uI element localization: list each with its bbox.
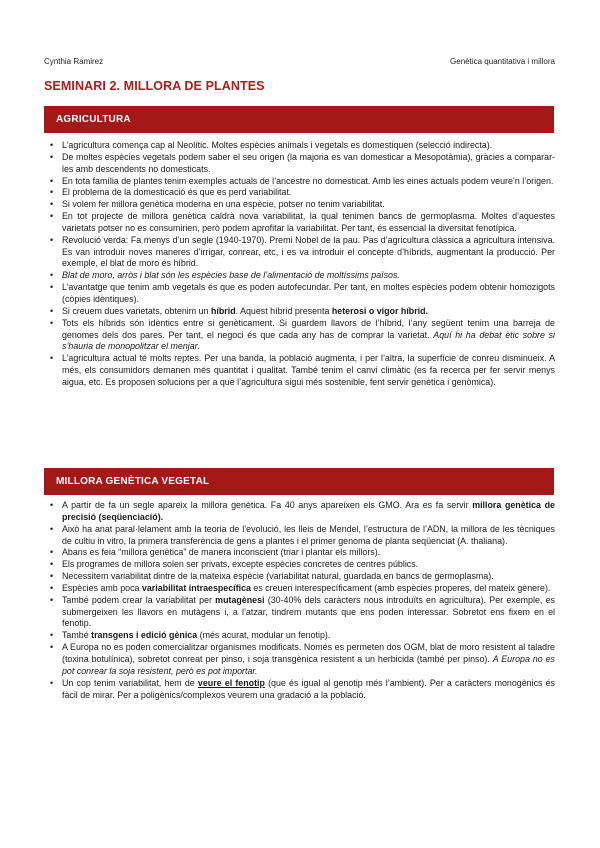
list-item <box>62 176 555 188</box>
list-item <box>62 187 555 199</box>
text-run: L’agricultura comença cap al Neolític. Moltes espècies animals i vegetals es domestiquen (selecció indirecta). <box>62 140 493 150</box>
text-run: Aquí hi ha debat ètic sobre si s’hauria de monopolitzar el menjar. <box>62 329 555 352</box>
text-run: Necessitem variabilitat dintre de la mateixa espècie (variabilitat natural, guardada en bancs de germoplasma). <box>62 571 494 582</box>
list-item <box>62 583 555 595</box>
document-title: SEMINARI 2. MILLORA DE PLANTES <box>44 79 265 93</box>
text-run: (30-40% dels caràcters nous introduïts en agricultura). Per exemple, es submergeixen les llavors en mutàgens i, a l’atzar, tindrem mutants que ens poden interessar. Sobretot ens fixem en el fenotip. <box>62 594 555 629</box>
text-run: L’avantatge que tenim amb vegetals és que es poden autofecundar. Per tant, en moltes espècies podem obtenir homozigots (còpies idèntiques). <box>62 282 555 304</box>
list-item <box>62 547 555 559</box>
list-item <box>62 559 555 571</box>
text-run: transgens i edició gènica <box>91 630 198 641</box>
text-run: Tots els híbrids són idèntics entre si genèticament. Si guardem llavors de l’híbrid, l’any següent tenim una barreja de genomes dels dos pares. Per tant, el negoci és que cada any has de comprar la varietat. <box>62 317 555 340</box>
text-run: híbrid <box>210 305 236 316</box>
list-item <box>62 630 555 642</box>
list-item <box>62 500 555 524</box>
text-run: (que és igual al genotip més l’ambient). Per a caràcters monogènics és fàcil de mirar. Per a poligènics/complexos veurem una gradació a la població. <box>62 677 555 700</box>
text-run: mutagènesi <box>215 594 265 605</box>
list-item <box>62 318 555 354</box>
list-item <box>62 642 555 678</box>
text-run: De moltes espècies vegetals podem saber el seu origen (la majoria es van domesticar a Mesopotàmia), gràcies a comparar-les amb descendents no domesticats. <box>62 151 555 174</box>
text-run: Un cop tenim variabilitat, hem de <box>62 677 198 688</box>
list-item <box>62 678 555 702</box>
list-item <box>62 524 555 548</box>
list-item <box>62 211 555 235</box>
list-item <box>62 140 555 152</box>
text-run: En tot projecte de millora genètica caldrà nova variabilitat, la qual tenimen bancs de germoplasma. Moltes d’aquestes varietats potser no es consumirien, però podem aprofitar la variabilitat. Per tant, és essencial la diversitat fenotípica. <box>62 211 555 233</box>
text-run: El problema de la domesticació és que es perd variabilitat. <box>62 187 292 198</box>
text-run: A Europa no es pot conrear la soja resistent, però es pot importar. <box>62 653 555 676</box>
author-name: Cynthia Ramirez <box>44 57 104 66</box>
agricultura-bullet-list <box>44 140 555 389</box>
section-heading-agricultura: AGRICULTURA <box>44 106 554 133</box>
page-header <box>44 57 555 66</box>
text-run: Abans es feia “millora genètica” de manera inconscient (triar i plantar els millors). <box>62 547 381 558</box>
text-run: En tota família de plantes tenim exemples actuals de l’ancestre no domesticat. Amb les eines actuals podem veure’n l’origen. <box>62 175 554 186</box>
list-item <box>62 199 555 211</box>
list-item <box>62 282 555 306</box>
text-run: Si creuem dues varietats, obtenim un <box>62 305 211 316</box>
course-name: Genètica quantitativa i millora <box>450 57 555 66</box>
text-run: També podem crear la variabilitat per <box>62 594 216 605</box>
text-run: heterosi o vigor híbrid. <box>331 305 429 316</box>
text-run: A partir de fa un segle apareix la millora genètica. Fa 40 anys apareixen els GMO. Ara es fa servir <box>62 500 473 510</box>
list-item <box>62 235 555 271</box>
text-run: També <box>62 630 92 641</box>
text-run: Revolució verda: Fa menys d’un segle (1940-1970). Premi Nobel de la pau. Pas d’agricultura clàssica a agricultura intensiva. Es van introduir noves maneres d’irrigar, conrear, etc, i es va introduir el concepte d’híbrids, augmentant la producció. Per exemple, el blat de moro és híbrid. <box>62 234 555 269</box>
list-item <box>62 353 555 389</box>
text-run: A Europa no es poden comercialitzar organismes modificats. Només es permeten dos OGM, blat de moro resistent al taladre (toxina botulínica), sobretot conreat per pinso, i soja transgènica resistent a un herbicida (també per pinso). <box>62 642 555 664</box>
list-item <box>62 152 555 176</box>
list-item <box>62 595 555 631</box>
text-run: Espècies amb poca <box>62 582 142 593</box>
text-run: Els programes de millora solen ser privats, excepte espècies concretes de centres públics. <box>62 559 419 570</box>
text-run: variabilitat intraespecífica <box>141 582 251 593</box>
list-item <box>62 270 555 282</box>
text-run: veure el fenotip <box>197 677 265 688</box>
text-run: Si volem fer millora genètica moderna en una espècie, potser no tenim variabilitat. <box>62 199 385 210</box>
list-item <box>62 571 555 583</box>
text-run: L’agricultura actual té molts reptes. Per una banda, la població augmenta, i per l’altra, la superfície de conreu disminueix. A més, els consumidors demanen més quantitat i qualitat. També tenim el canvi climàtic (es fa recerca per fer servir menys aigua, etc. Es proposen solucions per a que l’agricultura sigui més sostenible, fent servir genètica i genòmica). <box>62 353 555 387</box>
text-run: es creuen interespecíficament (amb espècies properes, del mateix gènere). <box>250 582 551 593</box>
text-run: millora genètica de precisió (seqüenciació). <box>62 500 555 522</box>
millora-bullet-list <box>44 500 555 701</box>
text-run: Això ha anat paral·lelament amb la teoria de l’evolució, les lleis de Mendel, l’estructura de l’ADN, la millora de les tècniques de cultiu in vitro, la primera transferència de gens a plantes i el primer genoma de planta seqüenciat (A. thaliana). <box>62 523 555 546</box>
list-item <box>62 306 555 318</box>
text-run: . Aquest híbrid presenta <box>235 305 332 316</box>
text-run: (més acurat, modular un fenotip). <box>197 630 331 641</box>
text-run: Blat de moro, arròs i blat són les espècies base de l’alimentació de moltíssims països. <box>62 270 400 281</box>
section-heading-millora: MILLORA GENÈTICA VEGETAL <box>44 468 554 495</box>
